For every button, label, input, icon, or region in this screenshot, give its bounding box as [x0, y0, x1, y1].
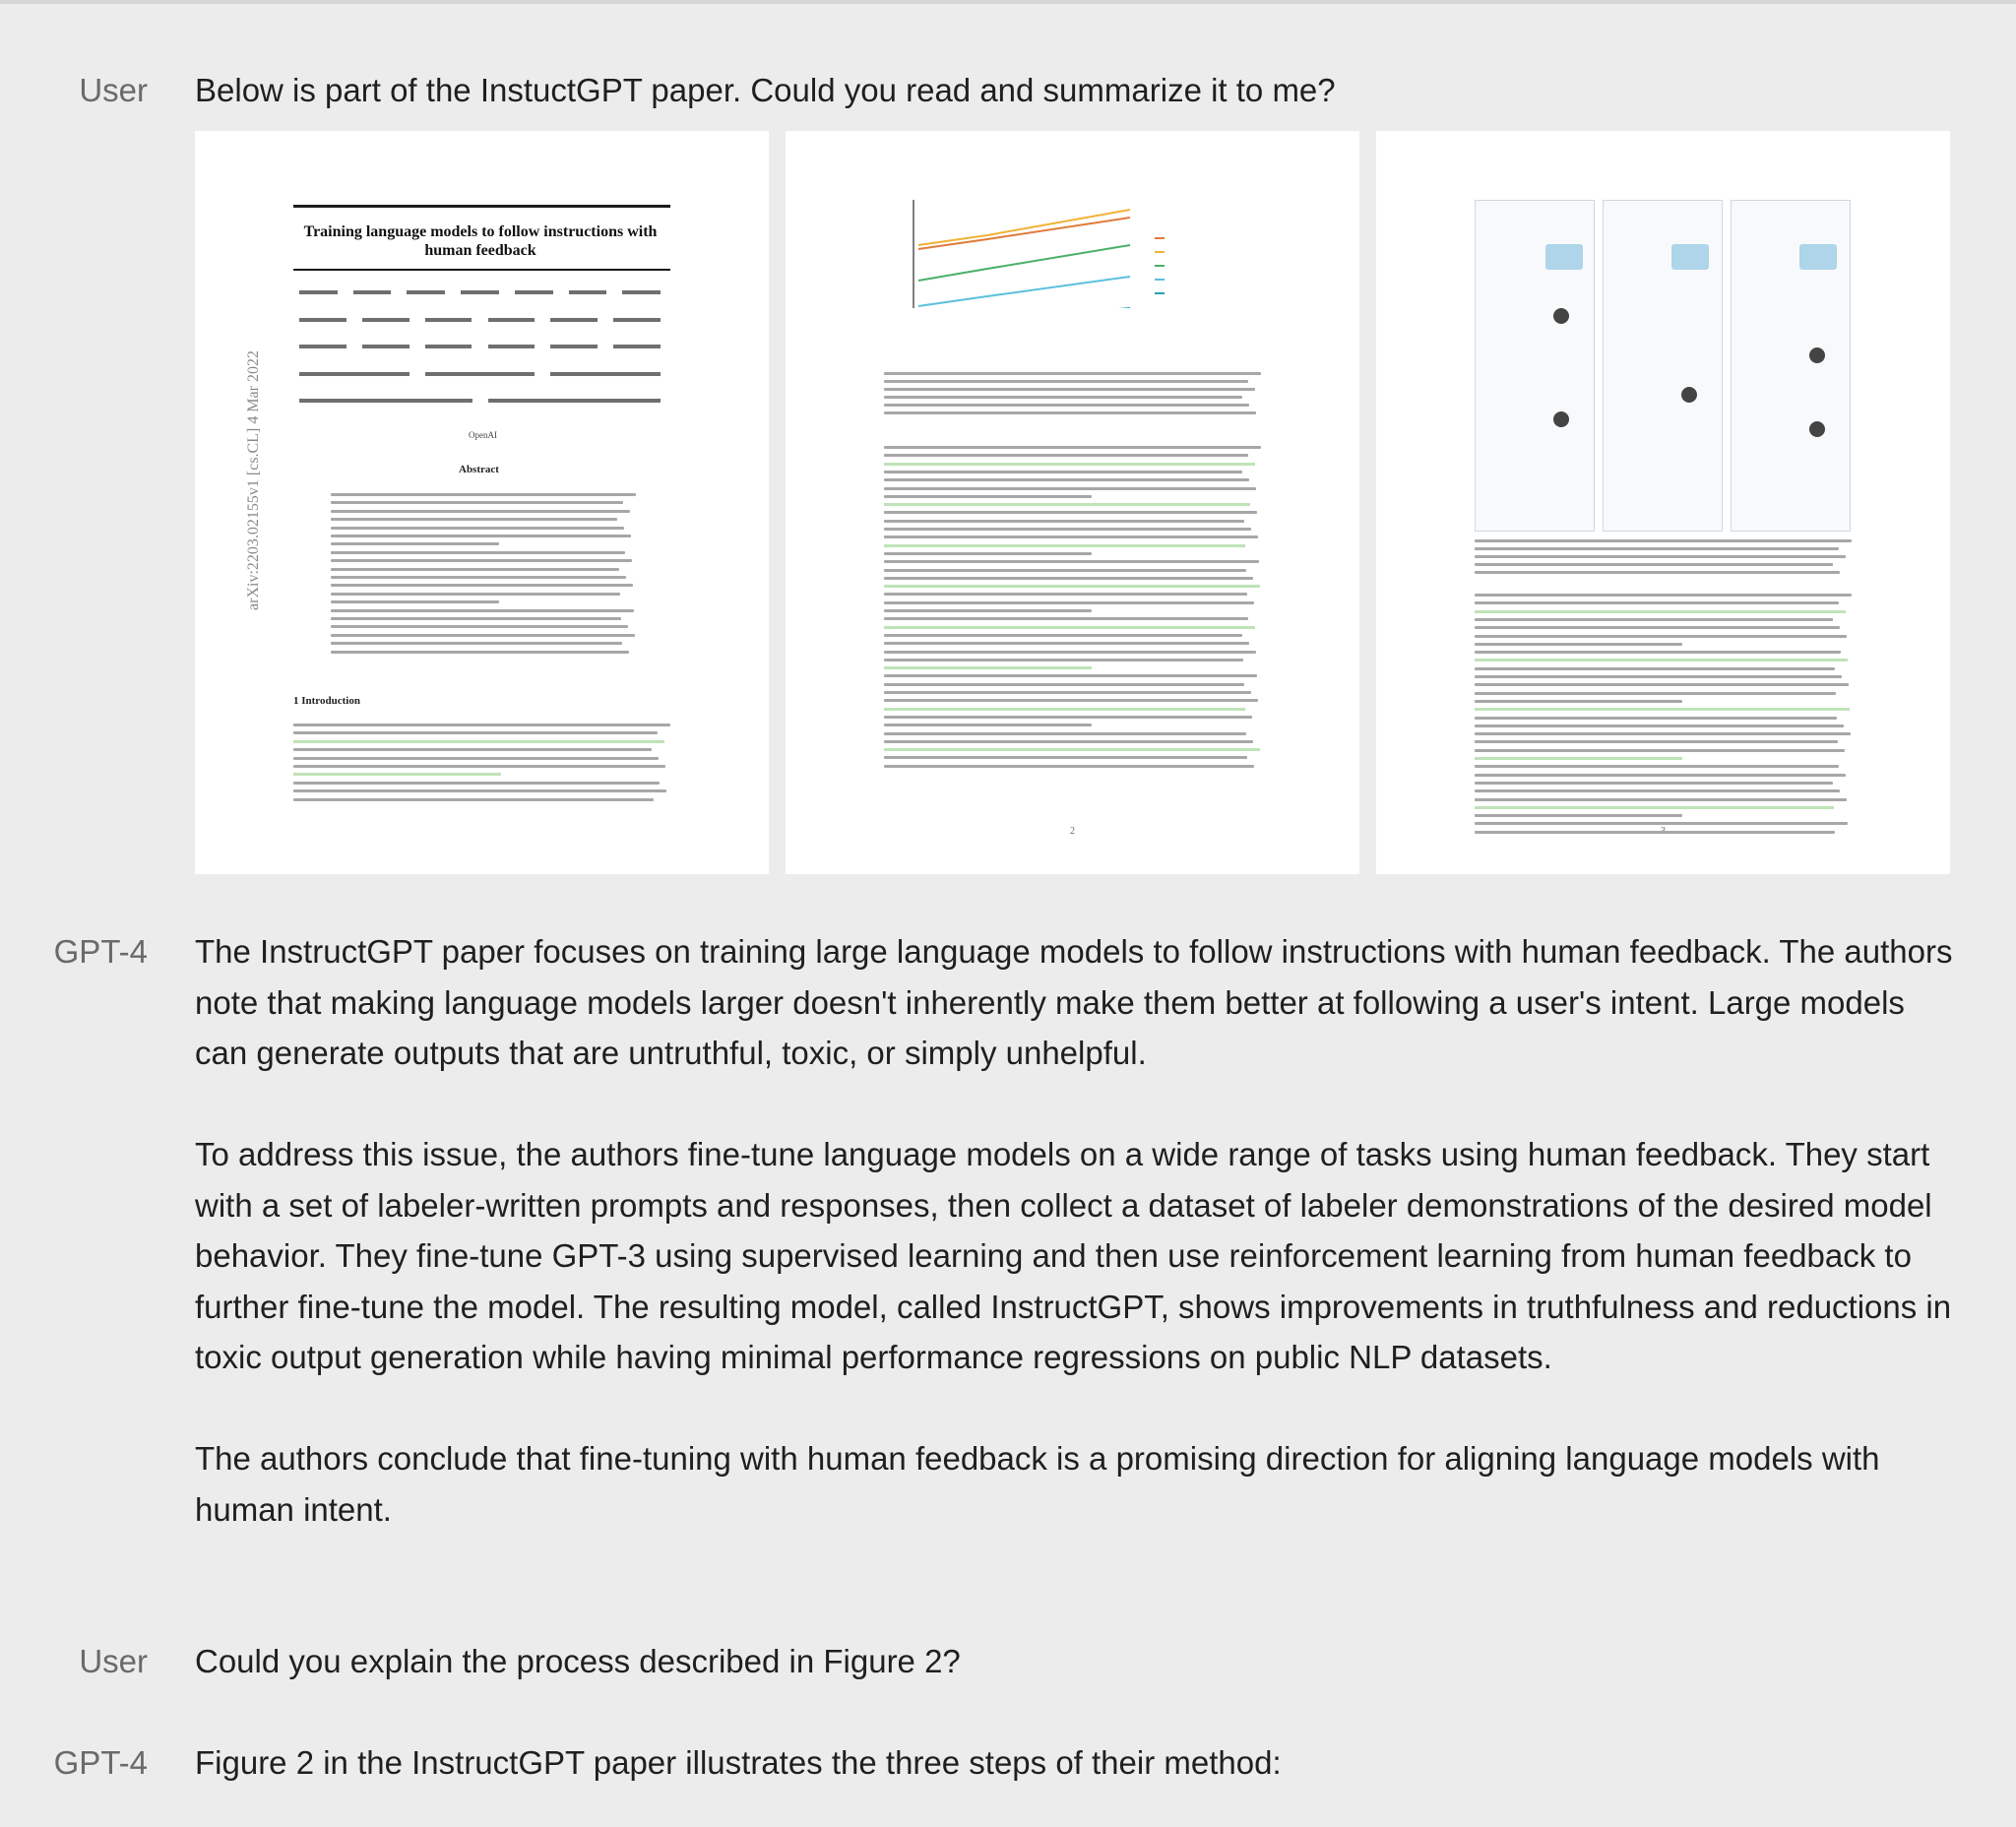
user-message: Below is part of the InstuctGPT paper. Could you read and summarize it to me?	[195, 72, 1336, 108]
text-line	[1475, 717, 1837, 720]
text-line	[331, 634, 635, 637]
text-line	[884, 601, 1254, 604]
text-line	[1475, 774, 1846, 777]
legend-swatch	[1155, 279, 1165, 281]
text-line	[884, 740, 1253, 743]
text-line	[884, 552, 1092, 555]
text-line	[1475, 601, 1839, 604]
text-line	[884, 396, 1242, 399]
title-rule-top	[293, 205, 670, 208]
text-line	[331, 527, 624, 530]
top-border	[0, 0, 2016, 4]
text-line	[1475, 618, 1833, 621]
text-line	[884, 593, 1247, 596]
text-line	[293, 724, 670, 726]
author-name	[569, 290, 607, 294]
author-name	[622, 290, 661, 294]
text-line	[884, 454, 1248, 457]
diagram-prompt-box	[1671, 244, 1709, 270]
text-line	[1475, 789, 1840, 792]
text-line	[884, 372, 1261, 375]
affiliation: OpenAI	[469, 430, 497, 440]
author-name	[425, 318, 472, 322]
diagram-model-node	[1809, 347, 1825, 363]
title-rule-bottom	[293, 269, 670, 271]
series-sft	[918, 245, 1130, 281]
text-line	[331, 510, 630, 513]
diagram-model-node	[1681, 387, 1697, 403]
author-name	[425, 345, 472, 348]
legend-swatch	[1155, 292, 1165, 294]
text-line	[884, 666, 1092, 669]
text-line	[293, 748, 652, 751]
text-line	[293, 731, 658, 734]
abstract-heading: Abstract	[459, 464, 499, 475]
text-line	[1475, 675, 1842, 678]
diagram-model-node	[1553, 411, 1569, 427]
text-line	[884, 478, 1249, 481]
text-line	[884, 585, 1260, 588]
author-name	[407, 290, 445, 294]
text-line	[884, 659, 1243, 662]
legend-swatch	[1155, 265, 1165, 267]
author-name	[353, 290, 392, 294]
series-gpt-prompted	[918, 277, 1130, 306]
text-line	[884, 765, 1254, 768]
text-line	[884, 495, 1092, 498]
figure-2-diagram	[1475, 200, 1852, 530]
text-line	[884, 511, 1257, 514]
text-line	[331, 625, 628, 628]
text-line	[1475, 626, 1840, 629]
text-line	[884, 463, 1255, 466]
author-name	[362, 318, 410, 322]
text-line	[1475, 732, 1851, 735]
speaker-label-assistant: GPT-4	[53, 933, 148, 970]
text-line	[884, 446, 1261, 449]
author-name	[550, 345, 598, 348]
text-line	[331, 551, 625, 554]
text-line	[1475, 724, 1844, 727]
text-line	[884, 716, 1252, 719]
text-line	[884, 691, 1251, 694]
text-line	[331, 559, 632, 562]
text-line	[884, 411, 1256, 414]
text-line	[884, 642, 1249, 645]
legend-swatch	[1155, 237, 1165, 239]
paper-title: Training language models to follow instructions with human feedback	[303, 223, 658, 259]
author-name	[550, 372, 661, 376]
text-line	[1475, 667, 1835, 670]
author-name	[425, 372, 536, 376]
text-line	[1475, 555, 1846, 558]
author-name	[488, 399, 662, 403]
text-line	[331, 617, 621, 620]
series-ppo	[918, 210, 1130, 245]
text-line	[884, 674, 1257, 677]
text-line	[1475, 740, 1838, 743]
text-line	[884, 471, 1242, 473]
text-line	[1475, 749, 1845, 752]
speaker-label-user: User	[79, 72, 148, 108]
text-line	[884, 634, 1242, 637]
text-line	[1475, 547, 1839, 550]
text-line	[1475, 594, 1852, 597]
text-line	[331, 600, 499, 603]
text-line	[293, 740, 664, 743]
author-name	[299, 345, 346, 348]
text-line	[331, 593, 620, 596]
assistant-paragraph-2: To address this issue, the authors fine-tune language models on a wide range of tasks using human feedback. They start with a set of labeler-written prompts and responses, then collect a dataset of labeler demonstrations of the desired model behavior. They fine-tune GPT-3 using supervised learning and then use reinforcement learning from human feedback to further fine-tune the model. The resulting model, called InstructGPT, shows improvements in truthfulness and reductions in toxic output generation while having minimal performance regressions on public NLP datasets.	[195, 1136, 1952, 1375]
text-line	[293, 765, 665, 768]
assistant-message: Figure 2 in the InstructGPT paper illustrates the three steps of their method:	[195, 1744, 1282, 1781]
diagram-prompt-box	[1545, 244, 1583, 270]
text-line	[884, 560, 1259, 563]
text-line	[293, 757, 659, 760]
assistant-paragraph-1: The InstructGPT paper focuses on training large language models to follow instructions with human feedback. The authors note that making language models larger doesn't inherently make them better at following a user's intent. Large models can generate outputs that are untruthful, toxic, or simply unhelpful.	[195, 933, 1953, 1071]
text-line	[331, 542, 499, 545]
legend-swatch	[1155, 251, 1165, 253]
text-line	[1475, 563, 1833, 566]
text-line	[884, 724, 1092, 726]
author-name	[299, 372, 410, 376]
introduction-heading: 1 Introduction	[293, 695, 360, 707]
text-line	[1475, 635, 1847, 638]
text-line	[331, 493, 636, 496]
diagram-model-node	[1553, 308, 1569, 324]
text-line	[884, 683, 1244, 686]
text-line	[884, 544, 1245, 547]
paper-page-1-thumbnail[interactable]	[195, 131, 769, 874]
speaker-label-assistant: GPT-4	[53, 1744, 148, 1781]
text-line	[884, 708, 1245, 711]
text-line	[293, 773, 501, 776]
author-name	[515, 290, 553, 294]
author-name	[613, 318, 661, 322]
text-line	[1475, 571, 1840, 574]
page-number: 2	[1070, 826, 1075, 837]
text-line	[293, 782, 660, 785]
text-line	[1475, 610, 1846, 613]
user-message: Could you explain the process described in Figure 2?	[195, 1643, 961, 1679]
text-line	[1475, 765, 1839, 768]
diagram-prompt-box	[1799, 244, 1837, 270]
figure-1-chart	[786, 131, 1359, 308]
author-name	[613, 345, 661, 348]
text-line	[884, 748, 1260, 751]
text-line	[884, 651, 1256, 654]
author-name	[299, 290, 338, 294]
text-line	[884, 626, 1255, 629]
text-line	[1475, 692, 1836, 695]
author-name	[488, 345, 536, 348]
text-line	[331, 535, 631, 537]
text-line	[331, 518, 617, 521]
attached-paper-pages	[195, 131, 1952, 874]
text-line	[1475, 659, 1848, 662]
text-line	[884, 388, 1255, 391]
text-line	[1475, 683, 1849, 686]
author-name	[362, 345, 410, 348]
text-line	[884, 536, 1258, 538]
paper-page-3-thumbnail[interactable]	[1376, 131, 1950, 874]
text-line	[1475, 539, 1852, 542]
text-line	[884, 528, 1251, 531]
text-line	[1475, 822, 1848, 825]
text-line	[1475, 643, 1682, 646]
text-line	[884, 609, 1092, 612]
text-line	[331, 609, 634, 612]
text-line	[1475, 831, 1835, 834]
text-line	[884, 503, 1250, 506]
speaker-label-user: User	[79, 1643, 148, 1679]
text-line	[331, 576, 626, 579]
text-line	[884, 756, 1247, 759]
text-line	[293, 798, 654, 801]
text-line	[293, 789, 666, 792]
text-line	[1475, 651, 1841, 654]
text-line	[1475, 700, 1682, 703]
text-line	[331, 501, 623, 504]
text-line	[884, 520, 1244, 523]
author-name	[299, 399, 472, 403]
text-line	[884, 617, 1248, 620]
text-line	[1475, 814, 1682, 817]
text-line	[884, 569, 1246, 572]
diagram-model-node	[1809, 421, 1825, 437]
text-line	[884, 487, 1256, 490]
text-line	[1475, 806, 1834, 809]
text-line	[1475, 708, 1850, 711]
text-line	[884, 404, 1249, 407]
text-line	[331, 651, 629, 654]
text-line	[1475, 798, 1847, 801]
author-name	[461, 290, 499, 294]
assistant-paragraph-3: The authors conclude that fine-tuning with human feedback is a promising direction for aligning language models with human intent.	[195, 1440, 1880, 1528]
author-name	[550, 318, 598, 322]
arxiv-identifier: arXiv:2203.02155v1 [cs.CL] 4 Mar 2022	[245, 350, 262, 610]
text-line	[884, 577, 1253, 580]
text-line	[331, 642, 622, 645]
text-line	[1475, 757, 1682, 760]
text-line	[1475, 782, 1833, 785]
text-line	[884, 732, 1246, 735]
text-line	[884, 699, 1258, 702]
text-line	[331, 584, 633, 587]
author-name	[299, 318, 346, 322]
series-ppo-ptx	[918, 218, 1130, 249]
text-line	[331, 568, 619, 571]
paper-page-2-thumbnail[interactable]	[786, 131, 1359, 874]
text-line	[884, 380, 1248, 383]
author-name	[488, 318, 536, 322]
